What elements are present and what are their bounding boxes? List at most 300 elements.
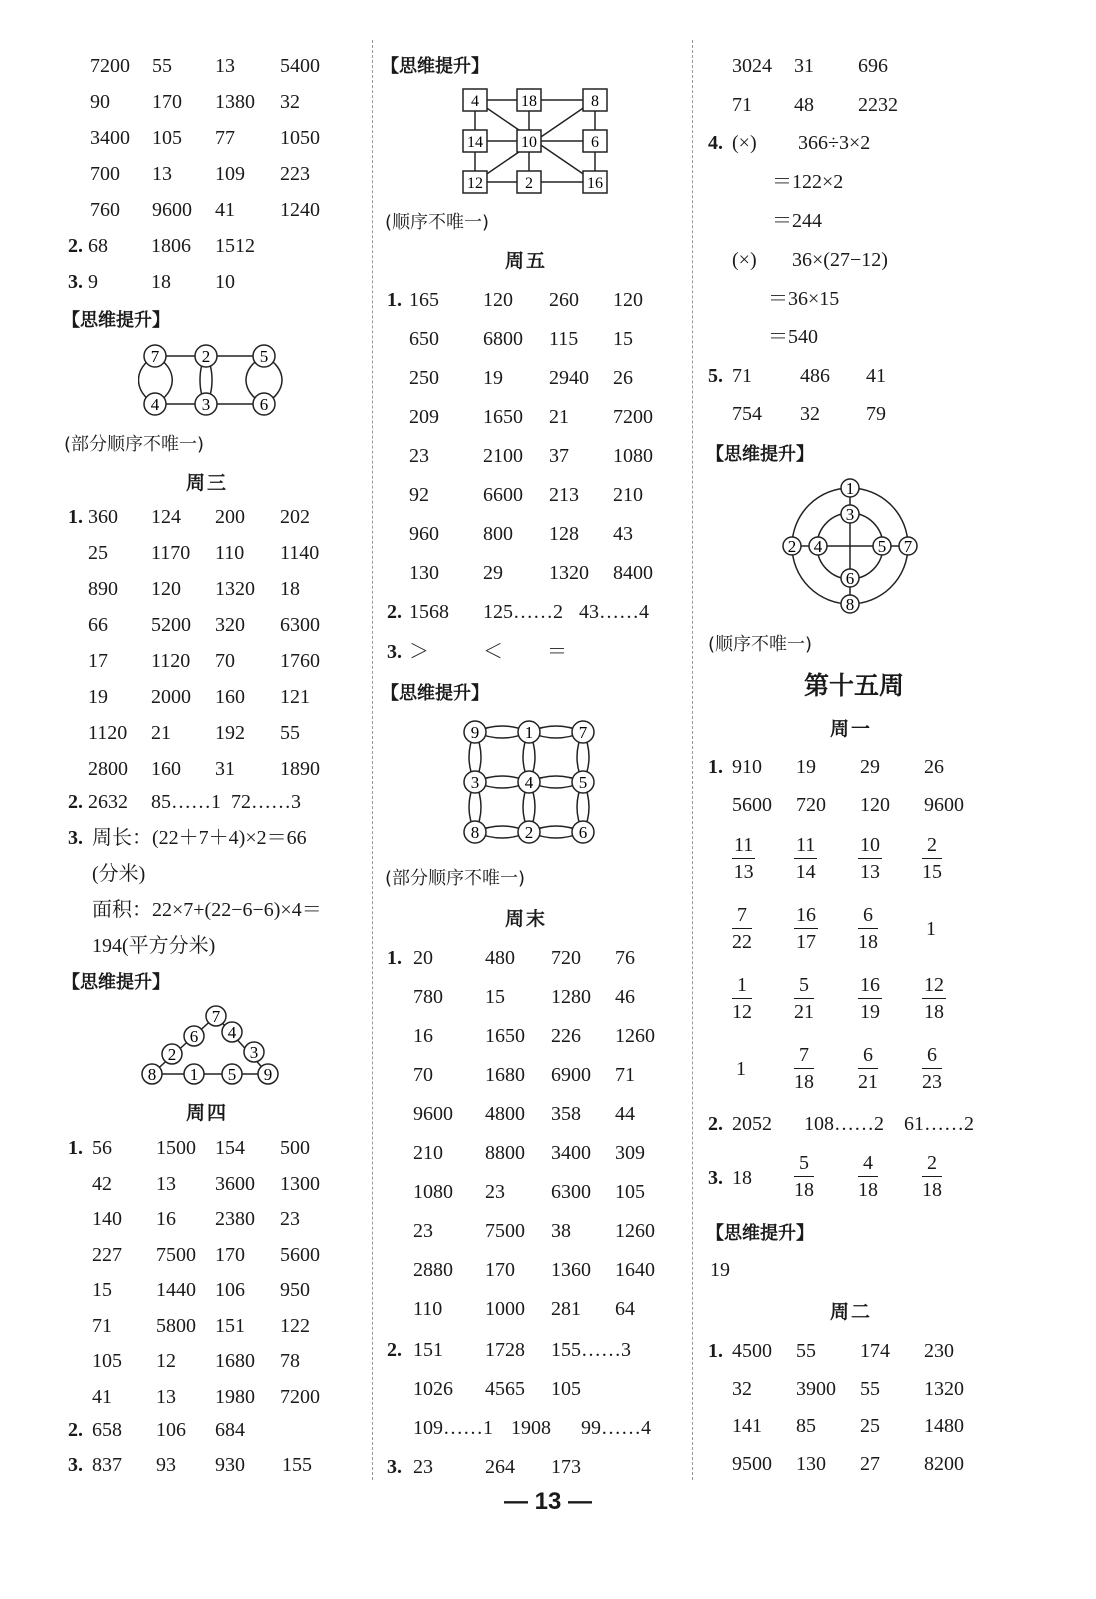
answer-value: 1080 <box>613 445 653 467</box>
denominator: 18 <box>924 1001 944 1023</box>
answer-value: 130 <box>409 562 439 584</box>
diagram-node-label: 4 <box>227 1023 237 1042</box>
answer-value: 16 <box>156 1208 176 1230</box>
answer-value: 120 <box>483 289 513 311</box>
answer-value: 1120 <box>151 650 191 672</box>
answer-value: 15 <box>92 1279 112 1301</box>
answer-value: 55 <box>860 1377 880 1400</box>
fraction <box>858 1042 878 1095</box>
diagram-node-label: 3 <box>201 395 211 414</box>
answer-value: 31 <box>794 55 814 77</box>
grid-node-label: 8 <box>591 93 599 110</box>
answer-value: 124 <box>151 506 181 528</box>
answer-value: 7500 <box>485 1220 525 1242</box>
answer-value: 23 <box>485 1181 505 1203</box>
answer-value: 13 <box>156 1385 176 1408</box>
answer-value: 1120 <box>88 722 128 744</box>
numerator: 2 <box>922 1150 942 1177</box>
answer-value: 1640 <box>615 1259 655 1281</box>
answer-value: 2380 <box>215 1208 255 1230</box>
numerator: 7 <box>794 1042 814 1069</box>
answer-value: 41 <box>92 1385 112 1408</box>
answer-value: 76 <box>615 947 635 969</box>
answer-value: 6900 <box>551 1064 591 1086</box>
answer-value: 200 <box>215 506 245 528</box>
answer-value: 43 <box>613 523 633 545</box>
denominator: 14 <box>795 861 816 883</box>
diagram-node-label: 2 <box>201 347 211 366</box>
answer-value: 56 <box>92 1137 112 1159</box>
denominator: 17 <box>796 931 816 953</box>
answer-value: 1260 <box>615 1220 655 1242</box>
answer-value: 1680 <box>215 1350 255 1372</box>
answer-value: 4500 <box>732 1340 772 1362</box>
answer-value: 25 <box>860 1415 880 1437</box>
answer-value: 32 <box>280 91 300 113</box>
answer-value: 105 <box>152 127 182 149</box>
note-order: (部分顺序不唯一) <box>64 434 205 455</box>
answer-value: 2800 <box>88 758 128 780</box>
answer-value: 90 <box>90 91 110 113</box>
answer-value: 106 <box>215 1279 245 1301</box>
denominator: 15 <box>922 861 942 883</box>
numerator: 6 <box>922 1042 942 1069</box>
diagram-node-label: 1 <box>845 479 855 498</box>
numerator: 12 <box>922 972 946 999</box>
answer-value: 6600 <box>483 484 523 506</box>
think-heading-2: 【思维提升】 <box>62 972 170 993</box>
answer-value: 227 <box>92 1243 122 1266</box>
numerator: 5 <box>794 972 814 999</box>
column-divider-1 <box>372 40 373 1480</box>
answer-value: 1050 <box>280 127 320 149</box>
answer-value: 110 <box>413 1298 443 1320</box>
answer-value: 105 <box>615 1181 645 1203</box>
answer-value: 1000 <box>485 1298 525 1320</box>
denominator: 22 <box>732 931 752 953</box>
answer-value: 210 <box>613 484 643 506</box>
numerator: 16 <box>858 972 882 999</box>
answer-value: 213 <box>549 484 579 506</box>
answer-value: 260 <box>549 289 579 311</box>
diagram-node-label: 8 <box>147 1065 157 1084</box>
denominator: 23 <box>922 1071 942 1093</box>
denominator: 21 <box>858 1071 878 1093</box>
answer-value: 210 <box>413 1142 443 1164</box>
answer-value: 151 <box>215 1314 245 1337</box>
grid-puzzle-diagram <box>459 86 619 196</box>
diagram-node-label: 2 <box>524 823 534 842</box>
answer-value: 110 <box>215 542 245 564</box>
answer-value: 5400 <box>280 55 320 77</box>
answer-value: 5600 <box>280 1243 320 1266</box>
answer-value: 309 <box>615 1142 645 1164</box>
column-3: 3024 31 696 71 48 2232 4. (×) 366÷3×2 ＝122×2 ＝244 (×) 36×(27−12) ＝36×15 ＝540 5. 71 486 41 754 32 79 【思维提升】 1 3 2 4 5 7 6 8 (顺序不唯一) 第十五周 周一 1. 910 19 29 26 5600 720 120 9600 $\frac{11}{13}$ $\frac{11}{14}$ $\frac{10}{13}$ $\frac{2}{15}$ $\frac{7}{22}$ $\frac{16}{17}$ $\frac{6}{18}$ 1 $\frac{1}{12}$ $\frac{5}{21}$ $\frac{16}{19}$ $\frac{12}{18}$ 1 $\frac{7}{18}$ $\frac{6}{21}$ $\frac{6}{23}$ 2. 2052 108……2 61……2 3. 18 $\frac{5}{18}$ $\frac{4}{18}$ $\frac{2}{18}$ 【思维提升】 19 周二 1. 4500 55 174 230 32 3900 55 1320 141 85 25 1480 9500 130 27 8200 <box>700 0 1090 1599</box>
triangle-puzzle-diagram <box>136 1002 296 1092</box>
grid-node-label: 12 <box>467 175 483 192</box>
denominator: 18 <box>858 931 878 953</box>
diagram-node-label: 6 <box>578 823 588 842</box>
fraction <box>794 832 817 885</box>
answer-value: 8200 <box>924 1452 964 1475</box>
answer-value: 1260 <box>615 1025 655 1047</box>
answer-value: 3600 <box>215 1172 255 1195</box>
day-heading-fri: 周五 <box>505 250 548 272</box>
diagram-node-label: 2 <box>167 1045 177 1064</box>
answer-value: 21 <box>549 406 569 428</box>
answer-value: 1 <box>926 918 936 940</box>
answer-value: 3400 <box>90 127 130 149</box>
grid-node-label: 4 <box>471 93 479 110</box>
day-heading-weekend: 周末 <box>505 908 548 930</box>
answer-value: 1 <box>736 1058 746 1080</box>
answer-value: 3400 <box>551 1142 591 1164</box>
answer-value: 13 <box>156 1172 176 1195</box>
answer-value: 2940 <box>549 367 589 389</box>
answer-value: 2000 <box>151 686 191 708</box>
answer-value: 12 <box>156 1350 176 1372</box>
answer-value: 19 <box>483 367 503 389</box>
think-heading: 【思维提升】 <box>62 310 170 331</box>
question-number: 1. <box>68 1137 83 1159</box>
answer-value: 78 <box>280 1350 300 1372</box>
grid-node-label: 16 <box>587 175 603 192</box>
numerator: 10 <box>858 832 882 859</box>
answer-value: 1500 <box>156 1137 196 1159</box>
answer-value: 128 <box>549 523 579 545</box>
answer-value: 3024 <box>732 55 772 77</box>
answer-value: 281 <box>551 1298 581 1320</box>
fraction <box>922 972 946 1025</box>
answer-value: 105 <box>92 1350 122 1372</box>
answer-value: 109 <box>215 163 245 185</box>
fraction <box>858 832 882 885</box>
answer-value: 170 <box>485 1259 515 1281</box>
question-number: 1. <box>387 947 402 969</box>
answer-value: 15 <box>613 328 633 350</box>
answer-value: 1440 <box>156 1279 196 1301</box>
answer-value: 6800 <box>483 328 523 350</box>
denominator: 13 <box>733 861 754 883</box>
denominator: 13 <box>860 861 880 883</box>
answer-value: 1320 <box>924 1377 964 1400</box>
answer-value: 130 <box>796 1452 826 1475</box>
diagram-node-label: 7 <box>903 537 913 556</box>
circle-puzzle-diagram <box>138 338 298 428</box>
answer-value: 7200 <box>90 55 130 77</box>
fraction <box>794 902 818 955</box>
numerator: 2 <box>922 832 942 859</box>
day-heading-thu: 周四 <box>186 1102 229 1124</box>
grid-node-label: 10 <box>521 134 537 151</box>
question-number: 1. <box>68 506 83 528</box>
question-number: 1. <box>387 289 402 311</box>
answer-value: 41 <box>215 199 235 221</box>
answer-value: 1680 <box>485 1064 525 1086</box>
diagram-node-label: 7 <box>150 347 160 366</box>
answer-value: 42 <box>92 1172 112 1195</box>
answer-value: 115 <box>549 328 579 350</box>
answer-value: 18 <box>280 578 300 600</box>
answer-value: 160 <box>215 686 245 708</box>
diagram-node-label: 6 <box>189 1027 199 1046</box>
answer-value: 1650 <box>483 406 523 428</box>
answer-value: 70 <box>215 650 235 672</box>
answer-value: 700 <box>90 163 120 185</box>
diagram-node-label: 5 <box>578 773 588 792</box>
fraction <box>922 1042 942 1095</box>
answer-value: 800 <box>483 523 513 545</box>
answer-value: 2100 <box>483 445 523 467</box>
answer-value: 3900 <box>796 1377 836 1400</box>
note-order-4: (顺序不唯一) <box>708 634 813 655</box>
answer-value: 120 <box>151 578 181 600</box>
answer-value: 31 <box>215 758 235 780</box>
numerator: 16 <box>794 902 818 929</box>
answer-value: 250 <box>409 367 439 389</box>
answer-value: 202 <box>280 506 310 528</box>
answer-value: 37 <box>549 445 569 467</box>
answer-value: 1480 <box>924 1415 964 1437</box>
answer-value: 9600 <box>413 1103 453 1125</box>
answer-value: 23 <box>413 1220 433 1242</box>
answer-value: 23 <box>409 445 429 467</box>
answer-value: 16 <box>413 1025 433 1047</box>
answer-value: 38 <box>551 1220 571 1242</box>
answer-value: 170 <box>215 1243 245 1266</box>
answer-value: 950 <box>280 1279 310 1301</box>
answer-value: 223 <box>280 163 310 185</box>
answer-value: 890 <box>88 578 118 600</box>
diagram-node-label: 3 <box>470 773 480 792</box>
answer-value: 1360 <box>551 1259 591 1281</box>
column-2: 【思维提升】 4 18 8 14 10 6 12 2 16 (顺序不唯一) 周五 1. 165 120 260 120 650 6800 115 15 250 19 2940 26 209 1650 21 7200 23 2100 37 1080 92 6600 213 210 960 800 128 43 130 29 1320 8400 2. 1568 125……2 43……4 3. ＞ ＜ ＝ 【思维提升】 9 1 7 3 4 5 8 2 6 (部分顺序不唯一) 周末 1. 20 480 720 76 780 15 1280 46 16 1650 226 1260 70 1680 6900 71 9600 4800 358 44 210 8800 3400 309 1080 23 6300 105 23 7500 38 1260 2880 170 1360 1640 110 1000 281 64 2. 151 1728 155……3 1026 4565 105 109……1 1908 99……4 3. 23 264 173 <box>375 0 690 1599</box>
answer-value: 19 <box>88 686 108 708</box>
answer-value: 9500 <box>732 1452 772 1475</box>
answer-value: 1240 <box>280 199 320 221</box>
answer-value: 1760 <box>280 650 320 672</box>
answer-value: 121 <box>280 686 310 708</box>
answer-value: 1170 <box>151 542 191 564</box>
answer-value: 71 <box>615 1064 635 1086</box>
column-1: 7200 55 13 5400 90 170 1380 32 3400 105 77 1050 700 13 109 223 760 9600 41 1240 2. 68 1806 1512 3. 9 18 10 【思维提升】 7 2 5 4 3 6 (部分顺序不唯一) 周三 1. 360 124 200 202 25 1170 110 1140 890 120 1320 18 66 5200 320 6300 17 1120 70 1760 19 2000 160 121 1120 21 192 55 2800 160 31 1890 2. 2632 85……1 72……3 3. 周长：(22＋7＋4)×2＝66 (分米) 面积：22×7+(22−6−6)×4＝ 194(平方分米) 【思维提升】 7 6 4 2 3 8 1 5 9 周四 1. 56 1500 154 500 42 13 3600 1300 140 16 2380 23 227 7500 170 5600 15 1440 106 950 71 5800 151 122 105 12 1680 78 41 13 1980 7200 2. 658 106 684 3. 837 93 930 155 <box>0 0 370 1599</box>
answer-value: 29 <box>483 562 503 584</box>
fraction <box>794 1150 814 1203</box>
answer-value: 21 <box>151 722 171 744</box>
answer-value: 154 <box>215 1137 245 1159</box>
answer-value: 7200 <box>280 1385 320 1408</box>
think-heading-4: 【思维提升】 <box>381 683 489 704</box>
answer-value: 500 <box>280 1137 310 1159</box>
answer-value: 7500 <box>156 1243 196 1266</box>
answer-value: 7200 <box>613 406 653 428</box>
think-heading-6: 【思维提升】 <box>706 1223 814 1244</box>
denominator: 18 <box>858 1179 878 1201</box>
diagram-node-label: 8 <box>470 823 480 842</box>
note-order-2: (顺序不唯一) <box>385 212 490 233</box>
diagram-node-label: 3 <box>249 1043 259 1062</box>
answer-value: 122 <box>280 1314 310 1337</box>
answer-value: 320 <box>215 614 245 636</box>
fraction <box>794 972 814 1025</box>
answer-value: 1320 <box>549 562 589 584</box>
answer-value: 46 <box>615 986 635 1008</box>
ring-grid-diagram <box>457 714 617 854</box>
answer-value: 760 <box>90 199 120 221</box>
answer-value: 71 <box>92 1314 112 1337</box>
answer-value: 8800 <box>485 1142 525 1164</box>
answer-value: 360 <box>88 506 118 528</box>
answer-value: 1980 <box>215 1385 255 1408</box>
answer-value: 2880 <box>413 1259 453 1281</box>
answer-value: 5800 <box>156 1314 196 1337</box>
answer-value: 720 <box>551 947 581 969</box>
answer-value: 226 <box>551 1025 581 1047</box>
answer-value: 696 <box>858 55 888 77</box>
fraction <box>732 832 755 885</box>
answer-value: 85 <box>796 1415 816 1437</box>
answer-value: 1080 <box>413 1181 453 1203</box>
answer-value: 780 <box>413 986 443 1008</box>
diagram-node-label: 5 <box>877 537 887 556</box>
answer-value: 165 <box>409 289 439 311</box>
fraction <box>732 972 752 1025</box>
answer-value: 192 <box>215 722 245 744</box>
diagram-node-label: 4 <box>524 773 534 792</box>
fraction <box>858 1150 878 1203</box>
answer-value: 140 <box>92 1208 122 1230</box>
numerator: 6 <box>858 1042 878 1069</box>
answer-value: 25 <box>88 542 108 564</box>
answer-value: 170 <box>152 91 182 113</box>
answer-value: 209 <box>409 406 439 428</box>
answer-value: 66 <box>88 614 108 636</box>
page-number: — 13 — <box>503 1488 593 1515</box>
answer-value: 4800 <box>485 1103 525 1125</box>
denominator: 18 <box>794 1179 814 1201</box>
answer-value: 23 <box>280 1208 300 1230</box>
answer-value: 64 <box>615 1298 635 1320</box>
answer-value: 55 <box>280 722 300 744</box>
denominator: 19 <box>860 1001 880 1023</box>
answer-value: 6300 <box>280 614 320 636</box>
answer-value: 1140 <box>280 542 320 564</box>
diagram-node-label: 2 <box>787 537 797 556</box>
denominator: 21 <box>794 1001 814 1023</box>
answer-value: 5200 <box>151 614 191 636</box>
column-divider-2 <box>692 40 693 1480</box>
grid-node-label: 14 <box>467 134 483 151</box>
fraction <box>732 902 752 955</box>
numerator: 11 <box>794 832 817 859</box>
day-heading-mon: 周一 <box>830 718 873 740</box>
answer-value: 960 <box>409 523 439 545</box>
answer-value: 160 <box>151 758 181 780</box>
numerator: 5 <box>794 1150 814 1177</box>
diagram-node-label: 8 <box>845 595 855 614</box>
question-number: 1. <box>708 1340 723 1362</box>
fraction <box>922 1150 942 1203</box>
grid-node-label: 6 <box>591 134 599 151</box>
answer-value: 650 <box>409 328 439 350</box>
answer-value: 6300 <box>551 1181 591 1203</box>
grid-node-label: 2 <box>525 175 533 192</box>
denominator: 12 <box>732 1001 752 1023</box>
answer-value: 480 <box>485 947 515 969</box>
note-order-3: (部分顺序不唯一) <box>385 868 526 889</box>
diagram-node-label: 6 <box>259 395 269 414</box>
diagram-node-label: 5 <box>259 347 269 366</box>
diagram-node-label: 7 <box>211 1007 221 1026</box>
fraction <box>858 972 882 1025</box>
concentric-circle-diagram <box>776 476 926 616</box>
numerator: 7 <box>732 902 752 929</box>
diagram-node-label: 3 <box>845 505 855 524</box>
answer-value: 26 <box>613 367 633 389</box>
answer-value: 120 <box>613 289 643 311</box>
fraction <box>794 1042 814 1095</box>
answer-value: 174 <box>860 1340 890 1362</box>
answer-value: 13 <box>215 55 235 77</box>
week-heading: 第十五周 <box>804 671 905 700</box>
fraction <box>858 902 878 955</box>
answer-value: 55 <box>796 1340 816 1362</box>
answer-value: 77 <box>215 127 235 149</box>
day-heading-tue: 周二 <box>830 1301 873 1323</box>
answer-value: 27 <box>860 1452 880 1475</box>
grid-node-label: 18 <box>521 93 537 110</box>
diagram-node-label: 4 <box>813 537 823 556</box>
answer-value: 44 <box>615 1103 635 1125</box>
diagram-node-label: 1 <box>189 1065 199 1084</box>
answer-value: 71 <box>732 94 752 116</box>
answer-value: 70 <box>413 1064 433 1086</box>
answer-value: 358 <box>551 1103 581 1125</box>
answer-value: 1320 <box>215 578 255 600</box>
diagram-node-label: 9 <box>263 1065 273 1084</box>
diagram-node-label: 4 <box>150 395 160 414</box>
diagram-node-label: 6 <box>845 569 855 588</box>
answer-value: 141 <box>732 1415 762 1437</box>
answer-value: 1890 <box>280 758 320 780</box>
diagram-node-label: 9 <box>470 723 480 742</box>
answer-value: 48 <box>794 94 814 116</box>
diagram-node-label: 5 <box>227 1065 237 1084</box>
answer-value: 230 <box>924 1340 954 1362</box>
numerator: 1 <box>732 972 752 999</box>
answer-value: 13 <box>152 163 172 185</box>
answer-value: 17 <box>88 650 108 672</box>
denominator: 18 <box>922 1179 942 1201</box>
answer-value: 2232 <box>858 94 898 116</box>
answer-value: 20 <box>413 947 433 969</box>
answer-value: 1300 <box>280 1172 320 1195</box>
answer-value: 15 <box>485 986 505 1008</box>
denominator: 18 <box>794 1071 814 1093</box>
numerator: 11 <box>732 832 755 859</box>
day-heading-wed: 周三 <box>186 472 229 494</box>
answer-value: 1650 <box>485 1025 525 1047</box>
answer-value: 92 <box>409 484 429 506</box>
think-heading-3: 【思维提升】 <box>381 56 489 77</box>
answer-value: 9600 <box>152 199 192 221</box>
numerator: 4 <box>858 1150 878 1177</box>
answer-value: 55 <box>152 55 172 77</box>
think-heading-5: 【思维提升】 <box>706 444 814 465</box>
answer-value: 1280 <box>551 986 591 1008</box>
numerator: 6 <box>858 902 878 929</box>
answer-value: 32 <box>732 1377 752 1400</box>
